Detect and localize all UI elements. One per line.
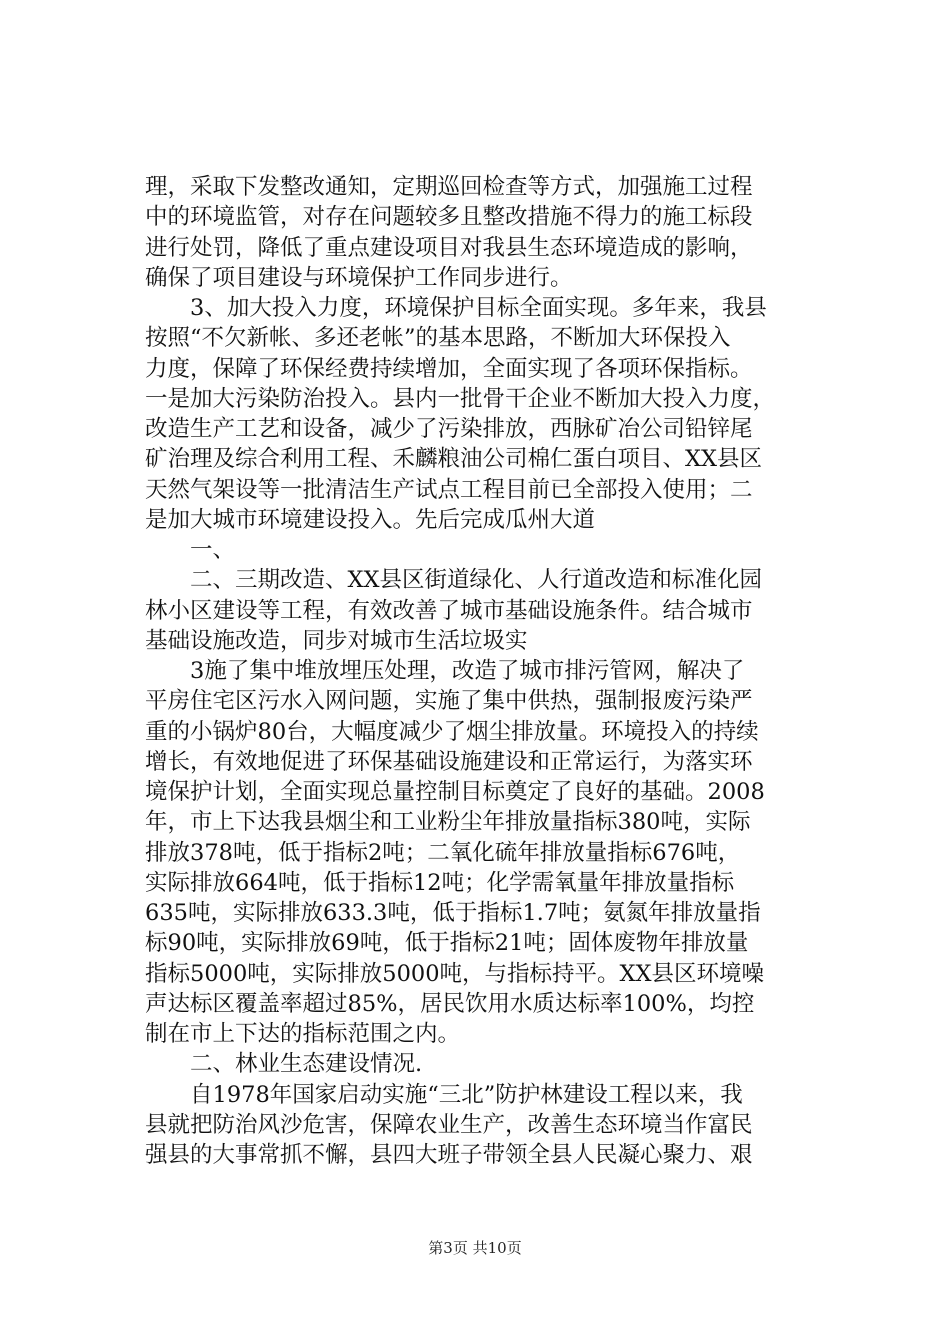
text-line: 重的小锅炉80台，大幅度减少了烟尘排放量。环境投入的持续: [145, 719, 759, 745]
text-line: 是加大城市环境建设投入。先后完成瓜州大道: [145, 507, 596, 533]
section-heading: 二、林业生态建设情况.: [190, 1051, 423, 1077]
text-line: 基础设施改造，同步对城市生活垃圾实: [145, 628, 528, 654]
text-line: 强县的大事常抓不懈，县四大班子带领全县人民凝心聚力、艰: [145, 1142, 753, 1168]
text-line: 林小区建设等工程，有效改善了城市基础设施条件。结合城市: [145, 598, 753, 624]
text-line: 天然气架设等一批清洁生产试点工程目前已全部投入使用；二: [145, 477, 753, 503]
text-line: 确保了项目建设与环境保护工作同步进行。: [145, 265, 573, 291]
text-line: 理，采取下发整改通知，定期巡回检查等方式，加强施工过程: [145, 174, 753, 200]
text-line: 标90吨，实际排放69吨，低于指标21吨；固体废物年排放量: [145, 930, 749, 956]
text-line: 中的环境监管，对存在问题较多且整改措施不得力的施工标段: [145, 204, 753, 230]
paragraph-first-line: 自1978年国家启动实施“三北”防护林建设工程以来，我: [190, 1082, 743, 1108]
text-line: 制在市上下达的指标范围之内。: [145, 1021, 461, 1047]
text-line: 一是加大污染防治投入。县内一批骨干企业不断加大投入力度，: [145, 386, 776, 412]
paragraph-first-line: 二、三期改造、XX县区街道绿化、人行道改造和标准化园: [190, 567, 763, 593]
text-line: 排放378吨，低于指标2吨；二氧化硫年排放量指标676吨，: [145, 840, 741, 866]
paragraph-first-line: 一、: [190, 537, 236, 563]
text-line: 改造生产工艺和设备，减少了污染排放，西脉矿冶公司铅锌尾: [145, 416, 753, 442]
text-line: 按照“不欠新帐、多还老帐”的基本思路，不断加大环保投入: [145, 325, 731, 351]
text-line: 力度，保障了环保经费持续增加，全面实现了各项环保指标。: [145, 356, 753, 382]
paragraph-first-line: 3、加大投入力度，环境保护目标全面实现。多年来，我县: [190, 295, 767, 321]
text-line: 增长，有效地促进了环保基础设施建设和正常运行，为落实环: [145, 749, 753, 775]
text-line: 矿治理及综合利用工程、禾麟粮油公司棉仁蛋白项目、XX县区: [145, 446, 763, 472]
text-line: 635吨，实际排放633.3吨，低于指标1.7吨；氨氮年排放量指: [145, 900, 761, 926]
text-line: 境保护计划，全面实现总量控制目标奠定了良好的基础。2008: [145, 779, 765, 805]
page-footer: 第3页 共10页: [428, 1239, 522, 1257]
text-line: 指标5000吨，实际排放5000吨，与指标持平。XX县区环境噪: [145, 961, 765, 987]
paragraph-first-line: 3施了集中堆放埋压处理，改造了城市排污管网，解决了: [190, 658, 745, 684]
text-line: 进行处罚，降低了重点建设项目对我县生态环境造成的影响，: [145, 235, 753, 261]
text-line: 平房住宅区污水入网问题，实施了集中供热，强制报废污染严: [145, 688, 753, 714]
text-line: 县就把防治风沙危害，保障农业生产，改善生态环境当作富民: [145, 1112, 753, 1138]
text-line: 年，市上下达我县烟尘和工业粉尘年排放量指标380吨，实际: [145, 809, 751, 835]
text-line: 声达标区覆盖率超过85%，居民饮用水质达标率100%，均控: [145, 991, 755, 1017]
text-line: 实际排放664吨，低于指标12吨；化学需氧量年排放量指标: [145, 870, 735, 896]
